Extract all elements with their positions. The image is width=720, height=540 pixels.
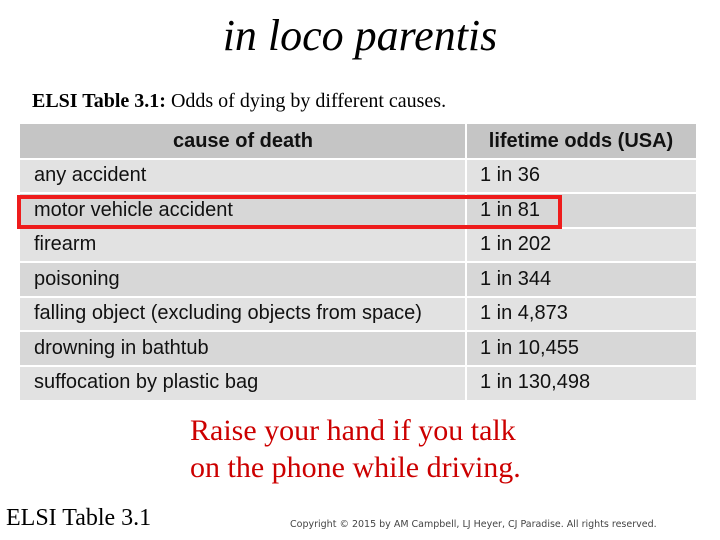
table-row — [20, 228, 696, 263]
cause-cell: firearm — [20, 228, 466, 263]
row-divider — [20, 192, 696, 194]
footer-source: ELSI Table 3.1 — [6, 505, 152, 531]
table-row — [20, 297, 696, 332]
row-divider — [20, 365, 696, 367]
caption-label: ELSI Table 3.1: — [32, 90, 166, 112]
table-row — [20, 159, 696, 194]
odds-cell: 1 in 36 — [466, 159, 696, 194]
prompt-line-2: on the phone while driving. — [190, 451, 521, 484]
row-divider — [20, 296, 696, 298]
table-header-row — [20, 124, 696, 159]
row-divider — [20, 330, 696, 332]
odds-cell: 1 in 10,455 — [466, 331, 696, 366]
table-row — [20, 331, 696, 366]
table-caption — [32, 88, 446, 114]
odds-cell: 1 in 344 — [466, 262, 696, 297]
header-cause-of-death: cause of death — [20, 124, 466, 159]
table-row — [20, 366, 696, 401]
cause-cell: suffocation by plastic bag — [20, 366, 466, 401]
header-lifetime-odds: lifetime odds (USA) — [466, 124, 696, 159]
row-divider — [20, 261, 696, 263]
cause-cell: any accident — [20, 159, 466, 194]
cause-cell: poisoning — [20, 262, 466, 297]
odds-cell: 1 in 4,873 — [466, 297, 696, 332]
prompt-line-1: Raise your hand if you talk — [190, 414, 516, 447]
cause-cell: motor vehicle accident — [20, 193, 466, 228]
prompt-text — [190, 412, 521, 486]
footer-copyright: Copyright © 2015 by AM Campbell, LJ Heyer, CJ Paradise. All rights reserved. — [290, 519, 657, 530]
odds-cell: 1 in 130,498 — [466, 366, 696, 401]
odds-cell: 1 in 81 — [466, 193, 696, 228]
cause-cell: falling object (excluding objects from space) — [20, 297, 466, 332]
cause-cell: drowning in bathtub — [20, 331, 466, 366]
odds-table — [20, 124, 696, 400]
caption-text: Odds of dying by different causes. — [165, 90, 447, 112]
odds-cell: 1 in 202 — [466, 228, 696, 263]
slide-title: in loco parentis — [222, 11, 498, 60]
row-divider — [20, 158, 696, 160]
table-row — [20, 262, 696, 297]
highlight-box — [17, 195, 562, 229]
